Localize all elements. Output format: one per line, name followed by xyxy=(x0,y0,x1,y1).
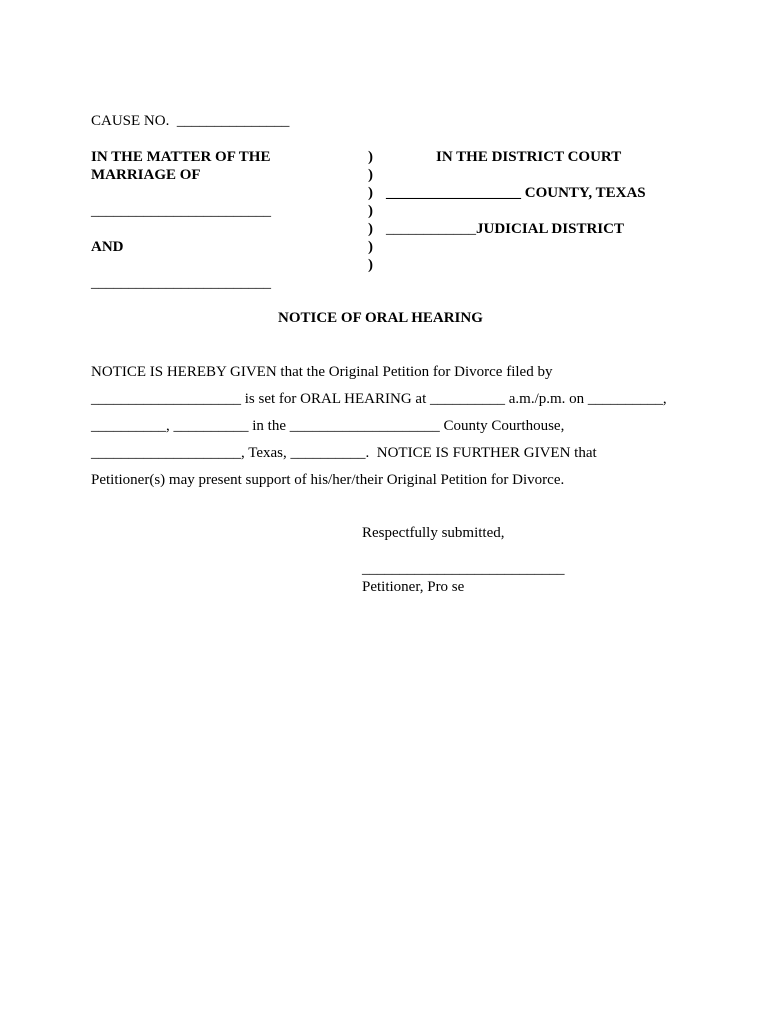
caption-and-label: AND xyxy=(91,239,124,255)
notice-body-line: ____________________, Texas, __________. NOTICE IS FURTHER GIVEN that xyxy=(91,445,597,461)
cause-number-line xyxy=(91,112,289,130)
notice-body-line: __________, __________ in the ____________________ County Courthouse, xyxy=(91,418,565,434)
notice-title: NOTICE OF ORAL HEARING xyxy=(278,310,483,326)
signature-line: ___________________________ xyxy=(362,561,565,577)
signature-closing: Respectfully submitted, xyxy=(362,525,505,541)
notice-body-line: NOTICE IS HEREBY GIVEN that the Original Petition for Divorce filed by xyxy=(91,364,553,380)
caption-separator: ) xyxy=(368,167,373,183)
caption-separator: ) xyxy=(368,239,373,255)
cause-number-blank: _______________ xyxy=(176,113,290,129)
court-title: IN THE DISTRICT COURT xyxy=(436,149,622,165)
caption-matter-line2: MARRIAGE OF xyxy=(91,167,201,183)
county-label: COUNTY, TEXAS xyxy=(521,185,646,201)
party-name-blank-2: ________________________ xyxy=(91,275,271,291)
judicial-district-line xyxy=(386,220,624,238)
caption-separator: ) xyxy=(368,149,373,165)
notice-body-line: ____________________ is set for ORAL HEARING at __________ a.m./p.m. on __________, xyxy=(91,391,667,407)
signer-title: Petitioner, Pro se xyxy=(362,579,465,595)
caption-separator: ) xyxy=(368,185,373,201)
caption-separator: ) xyxy=(368,203,373,219)
judicial-district-label: JUDICIAL DISTRICT xyxy=(476,221,624,237)
judicial-district-blank: ____________ xyxy=(386,221,476,237)
caption-separator: ) xyxy=(368,257,373,273)
caption-separator: ) xyxy=(368,221,373,237)
notice-body-line: Petitioner(s) may present support of his/her/their Original Petition for Divorce. xyxy=(91,472,565,488)
county-blank: __________________ xyxy=(386,185,521,201)
party-name-blank-1: ________________________ xyxy=(91,203,271,219)
cause-number-label: CAUSE NO. xyxy=(91,113,170,129)
county-line xyxy=(386,184,646,202)
caption-matter-line1: IN THE MATTER OF THE xyxy=(91,149,271,165)
